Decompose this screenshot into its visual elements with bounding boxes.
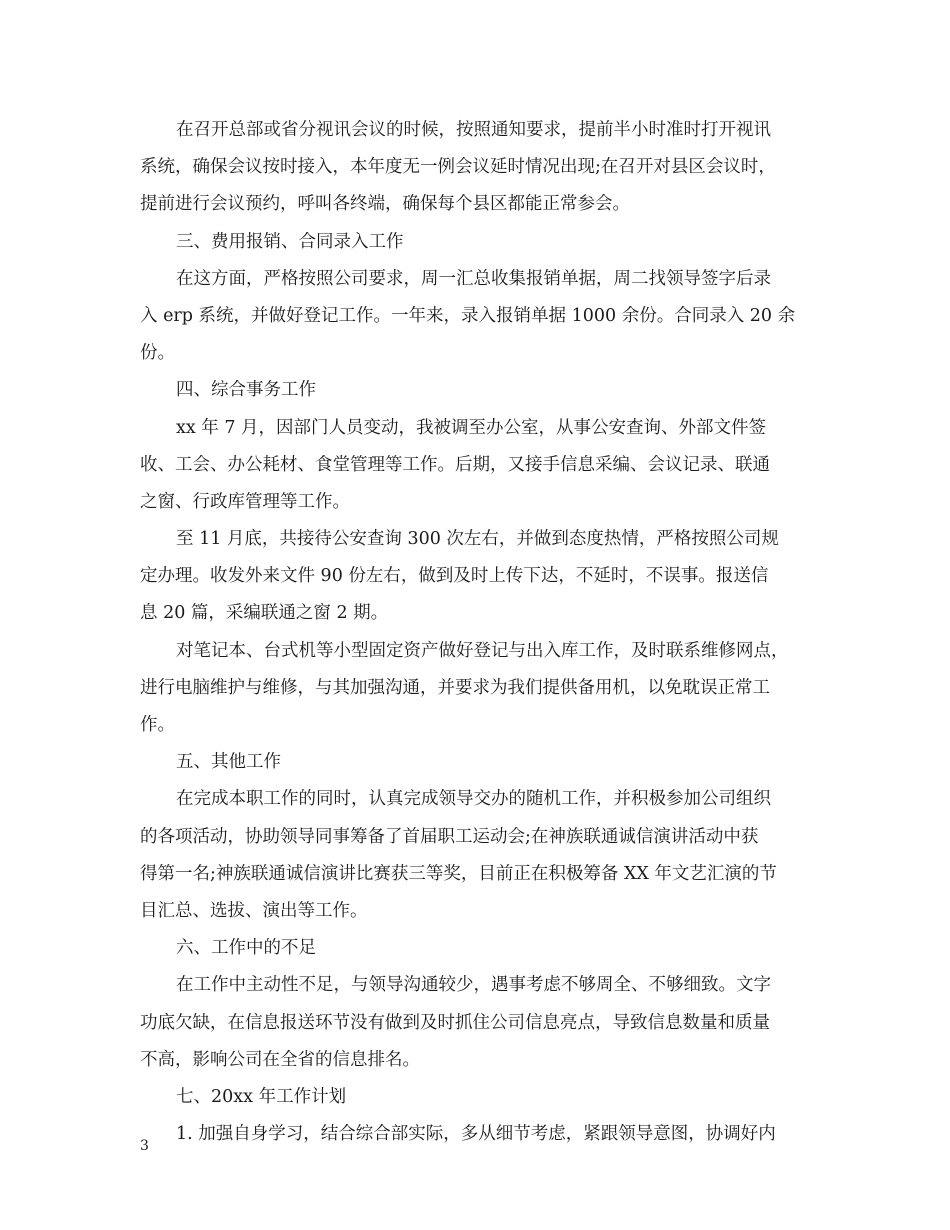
document-body: [140, 112, 815, 1153]
section-heading: 六、工作中的不足: [176, 938, 316, 959]
section-heading: 七、20xx 年工作计划: [176, 1086, 347, 1107]
paragraph-line: 对笔记本、台式机等小型固定资产做好登记与出入库工作，及时联系维修网点，: [176, 640, 789, 661]
paragraph-line: 之窗、行政库管理等工作。: [140, 491, 350, 512]
paragraph-line: 作。: [140, 715, 175, 735]
paragraph-line: 定办理。收发外来文件 90 份左右，做到及时上传下达，不延时，不误事。报送信: [140, 566, 769, 587]
paragraph-line: 在完成本职工作的同时，认真完成领导交办的随机工作，并积极参加公司组织: [176, 789, 771, 810]
paragraph-line: 在工作中主动性不足，与领导沟通较少，遇事考虑不够周全、不够细致。文字: [176, 975, 771, 996]
paragraph-line: 提前进行会议预约，呼叫各终端，确保每个县区都能正常参会。: [140, 194, 630, 215]
paragraph-line: 的各项活动，协助领导同事筹备了首届职工运动会;在神族联通诚信演讲活动中获: [140, 826, 759, 847]
section-heading: 五、其他工作: [176, 752, 281, 773]
paragraph-line: 目汇总、选拔、演出等工作。: [140, 900, 368, 921]
paragraph-line: 系统，确保会议按时接入，本年度无一例会议延时情况出现;在召开对县区会议时，: [140, 157, 776, 178]
paragraph-line: 入 erp 系统，并做好登记工作。一年来，录入报销单据 1000 余份。合同录入 20 余: [140, 305, 796, 326]
paragraph-line: xx 年 7 月，因部门人员变动，我被调至办公室，从事公安查询、外部文件签: [176, 417, 767, 438]
paragraph-line: 1. 加强自身学习，结合综合部实际，多从细节考虑，紧跟领导意图，协调好内: [176, 1124, 776, 1145]
paragraph-line: 进行电脑维护与维修，与其加强沟通，并要求为我们提供备用机，以免耽误正常工: [140, 677, 770, 698]
section-heading: 三、费用报销、合同录入工作: [176, 231, 404, 252]
section-heading: 四、综合事务工作: [176, 380, 316, 401]
paragraph-line: 份。: [140, 343, 175, 364]
paragraph-line: 不高，影响公司在全省的信息排名。: [140, 1049, 420, 1070]
paragraph-line: 功底欠缺，在信息报送环节没有做到及时抓住公司信息亮点，导致信息数量和质量: [140, 1012, 770, 1033]
paragraph-line: 在这方面，严格按照公司要求，周一汇总收集报销单据，周二找领导签字后录: [176, 268, 771, 289]
paragraph-line: 至 11 月底，共接待公安查询 300 次左右，并做到态度热情，严格按照公司规: [176, 529, 779, 550]
paragraph-line: 在召开总部或省分视讯会议的时候，按照通知要求，提前半小时准时打开视讯: [176, 120, 771, 140]
paragraph-line: 收、工会、办公耗材、食堂管理等工作。后期，又接手信息采编、会议记录、联通: [140, 454, 770, 475]
paragraph-line: 息 20 篇，采编联通之窗 2 期。: [140, 603, 389, 624]
paragraph-line: 得第一名;神族联通诚信演讲比赛获三等奖，目前正在积极筹备 XX 年文艺汇演的节: [140, 863, 777, 884]
page-number: 3: [140, 1138, 149, 1154]
